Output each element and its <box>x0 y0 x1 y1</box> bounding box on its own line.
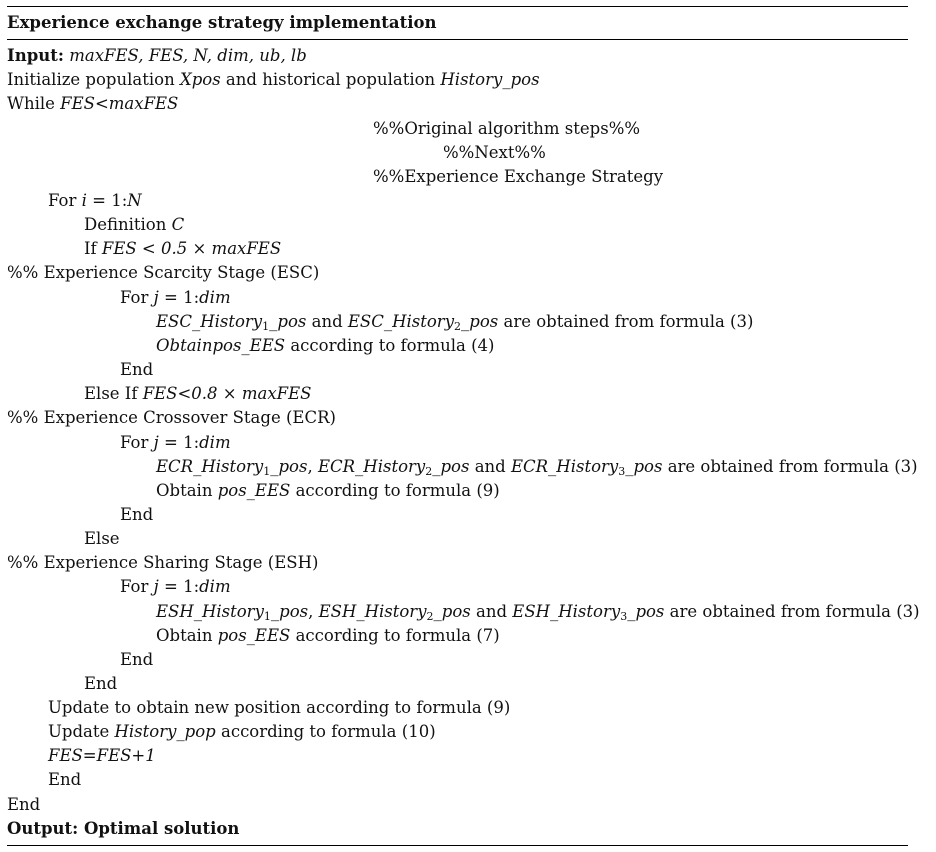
elseif-line: Else If FES<0.8 × maxFES <box>84 384 312 403</box>
end-ecr: End <box>120 505 154 524</box>
init-line: Initialize population Xpos and historical population History_pos <box>7 70 540 89</box>
while-line: While FES<maxFES <box>7 94 179 113</box>
algorithm-title: Experience exchange strategy implementation <box>7 13 437 32</box>
end-if: End <box>84 674 118 693</box>
esc-comment: %% Experience Scarcity Stage (ESC) <box>7 263 320 282</box>
for-j-esh: For j = 1:dim <box>120 577 231 596</box>
comment-ees: %%Experience Exchange Strategy <box>373 167 664 186</box>
comment-next: %%Next%% <box>443 143 546 162</box>
bottom-rule <box>7 845 908 846</box>
end-esc: End <box>120 360 154 379</box>
fes-increment-line: FES=FES+1 <box>48 746 156 765</box>
esh-history-line: ESH_History$_1$_pos, ESH_History$_2$_pos and ESH_History$_3$_pos are obtained from formula (3) <box>156 602 920 623</box>
input-line: Input: maxFES, FES, N, dim, ub, lb <box>7 46 307 65</box>
for-i-line: For i = 1:N <box>48 191 142 210</box>
esc-history-line: ESC_History$_1$_pos and ESC_History$_2$_pos are obtained from formula (3) <box>156 312 754 333</box>
else-line: Else <box>84 529 120 548</box>
comment-original: %%Original algorithm steps%% <box>373 119 641 138</box>
esh-obtain-line: Obtain pos_EES according to formula (7) <box>156 626 500 645</box>
end-esh: End <box>120 650 154 669</box>
esc-obtain-line: Obtainpos_EES according to formula (4) <box>156 336 495 355</box>
for-j-ecr: For j = 1:dim <box>120 433 231 452</box>
end-while: End <box>7 795 41 814</box>
top-rule <box>7 6 908 7</box>
update-history-line: Update History_pop according to formula (10) <box>48 722 436 741</box>
end-for-i: End <box>48 770 82 789</box>
for-j-esc: For j = 1:dim <box>120 288 231 307</box>
update-position-line: Update to obtain new position according to formula (9) <box>48 698 511 717</box>
ecr-obtain-line: Obtain pos_EES according to formula (9) <box>156 481 500 500</box>
ecr-comment: %% Experience Crossover Stage (ECR) <box>7 408 336 427</box>
output-line: Output: Optimal solution <box>7 819 240 838</box>
ecr-history-line: ECR_History$_1$_pos, ECR_History$_2$_pos and ECR_History$_3$_pos are obtained from formula (3) <box>156 457 918 478</box>
title-rule <box>7 39 908 40</box>
esh-comment: %% Experience Sharing Stage (ESH) <box>7 553 319 572</box>
if-line: If FES < 0.5 × maxFES <box>84 239 282 258</box>
definition-line: Definition C <box>84 215 185 234</box>
